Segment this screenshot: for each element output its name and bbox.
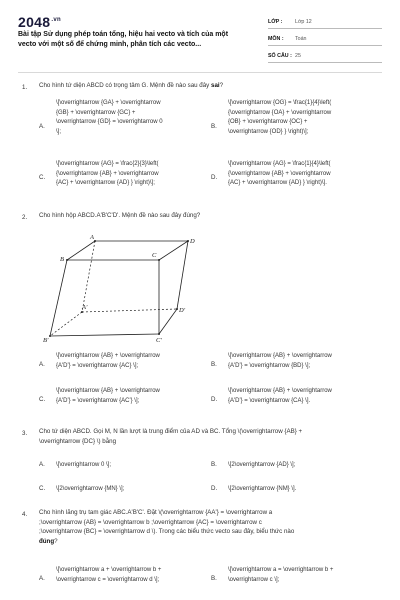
label-c: C <box>152 252 157 259</box>
q3-option-b[interactable]: \[2\overrightarrow {AD} \]; <box>228 462 296 468</box>
parallelepiped-figure <box>40 232 200 344</box>
q4-option-a[interactable]: \[\overrightarrow a + \overrightarrow b + \overrightarrow c = \overrightarrow d \]; <box>56 567 162 583</box>
q3-option-b-letter[interactable]: B. <box>211 461 217 468</box>
question-3-number: 3. <box>22 430 28 437</box>
q2-option-c-letter[interactable]: C. <box>39 396 46 403</box>
q2-option-c[interactable]: \[\overrightarrow {AB} + \overrightarrow {A'D'} = \overrightarrow {AC'} \]; <box>56 388 160 404</box>
q3-option-a[interactable]: \[\overrightarrow 0 \]; <box>56 462 112 468</box>
q1-option-a-letter[interactable]: A. <box>39 123 45 130</box>
question-4-number: 4. <box>22 511 28 518</box>
q3-option-c-letter[interactable]: C. <box>39 485 46 492</box>
question-4-text: Cho hình lăng trụ tam giác ABC.A'B'C'. Đặt \(\overrightarrow {AA'} = \overrightarrow a ;\overrightarrow {AB} = \overrightarrow b ;\overrightarrow {AC} = \overrightarrow c ;\overrightarrow {BC} = \overrightarrow d \). Trong các biểu thức vecto sau đây, biểu thức nào đúng? <box>39 509 295 545</box>
label-d: D <box>190 238 195 245</box>
q3-option-d-letter[interactable]: D. <box>211 485 218 492</box>
q3-option-a-letter[interactable]: A. <box>39 461 45 468</box>
q4-option-a-letter[interactable]: A. <box>39 575 45 582</box>
label-b1: B' <box>43 337 49 344</box>
label-c1: C' <box>156 337 162 344</box>
q2-option-b[interactable]: \[\overrightarrow {AB} + \overrightarrow {A'D'} = \overrightarrow {BD} \]; <box>228 353 332 369</box>
question-2-number: 2. <box>22 214 28 221</box>
question-1-number: 1. <box>22 84 28 91</box>
q1-option-c[interactable]: \[\overrightarrow {AG} = \frac{2}{3}\left( {\overrightarrow {AB} + \overrightarrow {AC} + \overrightarrow {AD} } \right)\]; <box>56 161 159 187</box>
meta-info <box>268 16 382 67</box>
question-2-text: Cho hình hộp ABCD.A'B'C'D'. Mệnh đề nào sau đây đúng? <box>39 212 201 219</box>
label-a1: A' <box>82 304 88 311</box>
q4-option-b-letter[interactable]: B. <box>211 575 217 582</box>
site-logo[interactable]: $2048^{.vn}$ <box>18 14 61 30</box>
meta-count: SỐ CÂU : 25 <box>268 50 382 63</box>
q1-option-b[interactable]: \[\overrightarrow {OG} = \frac{1}{4}\left( {\overrightarrow {OA} + \overrightarrow {OB} + \overrightarrow {OC} + \overrightarrow {OD} } \right)\]; <box>228 100 332 135</box>
document-title: Bài tập Sử dụng phép toán tổng, hiệu hai vecto và tích của một vecto với một số để chứng minh, phân tích các vecto... <box>18 31 229 48</box>
q2-option-a[interactable]: \[\overrightarrow {AB} + \overrightarrow {A'D'} = \overrightarrow {AC} \]; <box>56 353 160 369</box>
question-3-text: Cho tứ diện ABCD. Gọi M, N lần lượt là trung điểm của AD và BC. Tổng \(\overrightarrow {AB} + \overrightarrow {DC} \) bằng <box>39 428 303 445</box>
q2-option-b-letter[interactable]: B. <box>211 361 217 368</box>
q2-option-d[interactable]: \[\overrightarrow {AB} + \overrightarrow {A'D'} = \overrightarrow {CA} \]. <box>228 388 332 404</box>
q1-option-d-letter[interactable]: D. <box>211 174 218 181</box>
label-d1: D' <box>179 307 186 314</box>
label-b: B <box>60 256 64 263</box>
header-divider <box>18 72 382 73</box>
meta-subject: MÔN : Toán <box>268 33 382 46</box>
q1-option-c-letter[interactable]: C. <box>39 174 46 181</box>
q4-option-b[interactable]: \[\overrightarrow a = \overrightarrow b + \overrightarrow c \]; <box>228 567 334 583</box>
q1-option-a[interactable]: \[\overrightarrow {GA} + \overrightarrow {GB} + \overrightarrow {GC} + \overrightarrow {GD} = \overrightarrow 0 \]; <box>56 100 163 135</box>
q3-option-c[interactable]: \[2\overrightarrow {MN} \]; <box>56 486 125 492</box>
q3-option-d[interactable]: \[2\overrightarrow {NM} \]. <box>228 486 297 492</box>
question-1-text: Cho hình tứ diện ABCD có trọng tâm G. Mệnh đề nào sau đây sai? <box>39 82 224 89</box>
q1-option-d[interactable]: \[\overrightarrow {AG} = \frac{1}{4}\left( {\overrightarrow {AB} + \overrightarrow {AC} + \overrightarrow {AD} } \right)\]. <box>228 161 331 187</box>
label-a: A <box>90 234 94 241</box>
q2-option-a-letter[interactable]: A. <box>39 361 45 368</box>
page-header <box>18 14 382 66</box>
meta-class: LỚP : Lớp 12 <box>268 16 382 29</box>
q2-option-d-letter[interactable]: D. <box>211 396 218 403</box>
q1-option-b-letter[interactable]: B. <box>211 123 217 130</box>
